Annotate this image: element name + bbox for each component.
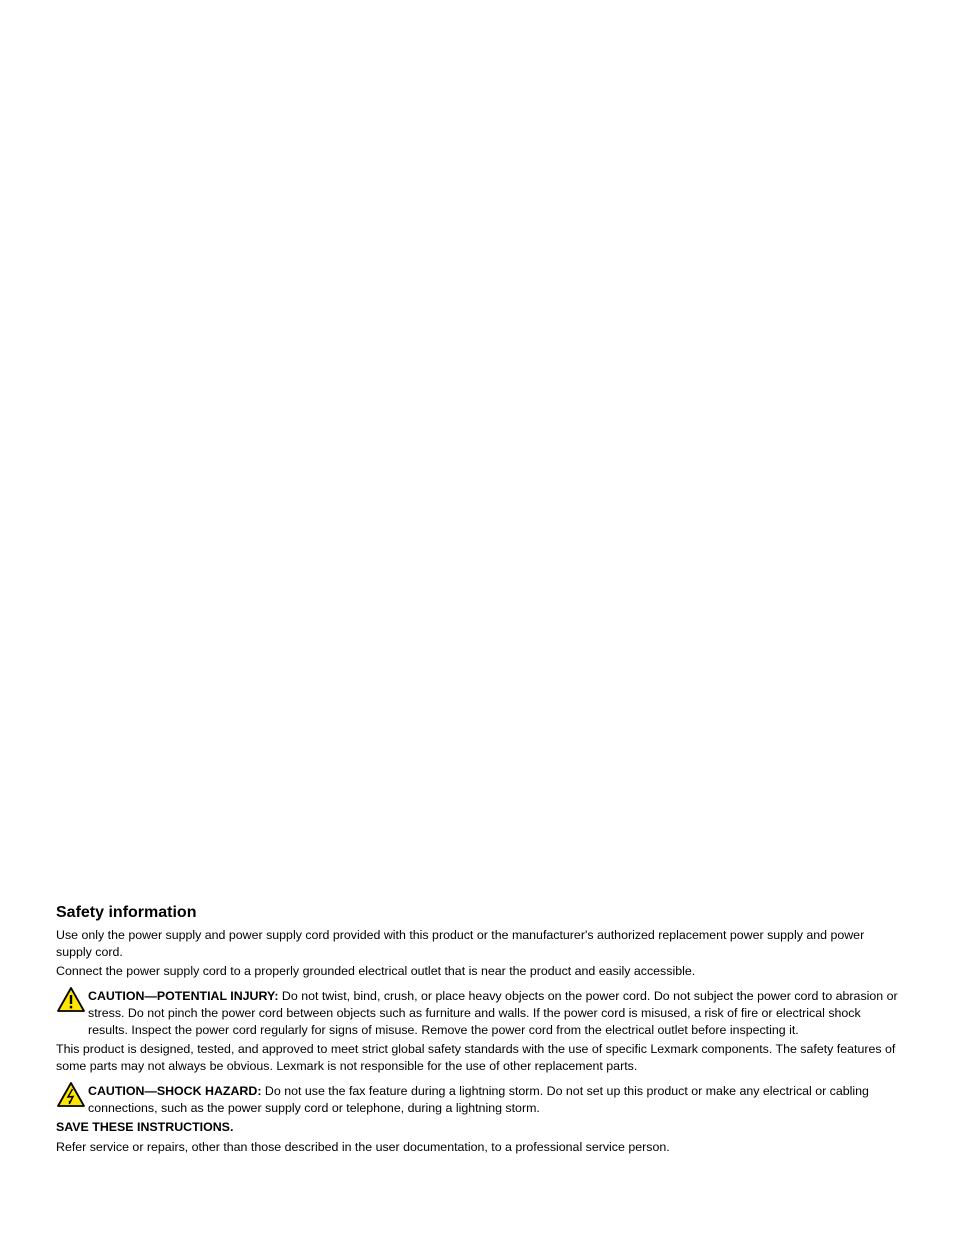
power-supply-paragraph: Use only the power supply and power supply cord provided with this product or the manufacturer's authorized replacement power supply and power supply cord.: [56, 928, 865, 959]
outlet-paragraph: Connect the power supply cord to a properly grounded electrical outlet that is near the product and easily accessible.: [56, 964, 696, 978]
safety-section: [56, 903, 902, 1158]
caution-lead: CAUTION—SHOCK HAZARD:: [88, 1084, 262, 1098]
standards-paragraph: This product is designed, tested, and approved to meet strict global safety standards with the use of specific Lexmark components. The safety features of some parts may not always be obvious. Lexmark is not responsible for the use of other replacement parts.: [56, 1042, 896, 1073]
caution-potential-injury: [56, 988, 902, 1039]
section-title: Safety information: [56, 904, 197, 921]
caution-text: [88, 1083, 902, 1117]
caution-triangle-icon: [56, 986, 86, 1014]
caution-lead: CAUTION—POTENTIAL INJURY:: [88, 989, 279, 1003]
caution-body: Do not twist, bind, crush, or place heavy objects on the power cord. Do not subject the power cord to abrasion or stress. Do not pinch the power cord between objects such as furniture and walls. If the power cord is misused, a risk of fire or electrical shock results. Inspect the power cord regularly for signs of misuse. Remove the power cord from the electrical outlet before inspecting it.: [88, 989, 898, 1037]
caution-body: Do not use the fax feature during a lightning storm. Do not set up this product or make any electrical or cabling connections, such as the power supply cord or telephone, during a lightning storm.: [88, 1084, 869, 1115]
service-paragraph: Refer service or repairs, other than those described in the user documentation, to a professional service person.: [56, 1140, 670, 1154]
caution-text: [88, 988, 902, 1039]
shock-hazard-icon: [56, 1081, 86, 1109]
caution-shock-hazard: [56, 1083, 902, 1117]
save-instructions: SAVE THESE INSTRUCTIONS.: [56, 1120, 234, 1134]
